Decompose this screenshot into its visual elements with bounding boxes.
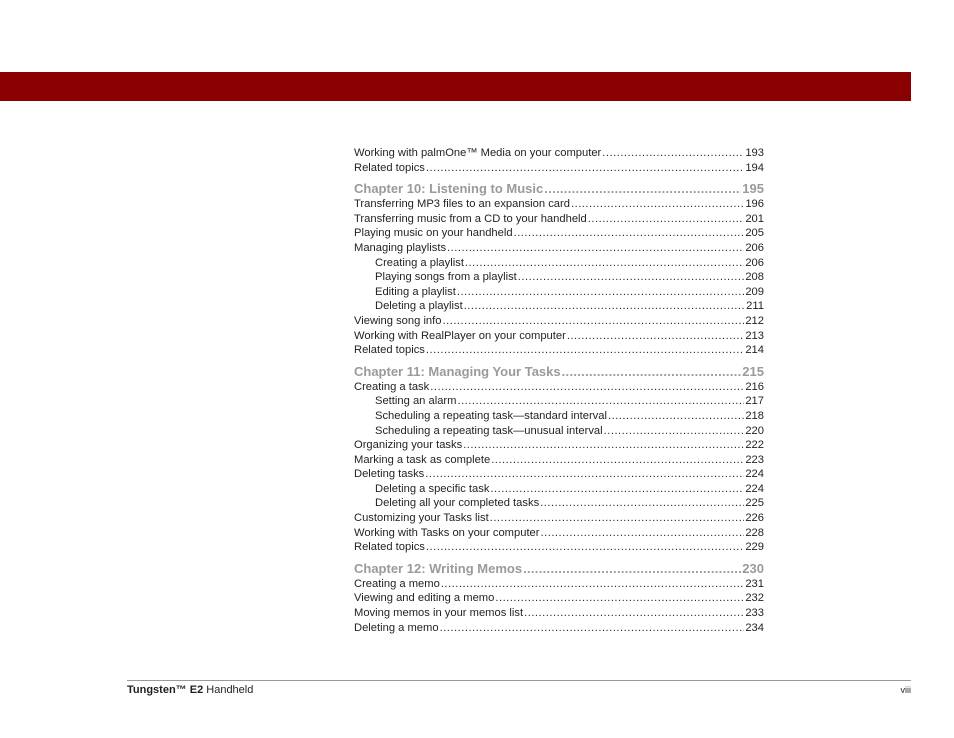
- toc-entry-link[interactable]: [354, 577, 764, 592]
- toc-leader-dots: [495, 591, 744, 606]
- toc-page-number: 194: [745, 161, 764, 174]
- toc-entry-link[interactable]: [354, 606, 764, 621]
- toc-subentry-link[interactable]: [354, 256, 764, 271]
- toc-title: Working with RealPlayer on your computer: [354, 329, 566, 342]
- toc-leader-dots: [518, 270, 745, 285]
- toc-title: Transferring MP3 files to an expansion card: [354, 198, 570, 211]
- toc-leader-dots: [491, 453, 744, 468]
- toc-leader-dots: [440, 621, 745, 636]
- toc-page-number: 206: [745, 241, 764, 254]
- toc-page-number: 213: [745, 329, 764, 342]
- toc-entry-link[interactable]: [354, 314, 764, 329]
- toc-title: Chapter 11: Managing Your Tasks: [354, 363, 561, 379]
- toc-leader-dots: [523, 560, 741, 577]
- toc-title: Chapter 10: Listening to Music: [354, 181, 544, 197]
- toc-entry-link[interactable]: [354, 526, 764, 541]
- toc-entry-link[interactable]: [354, 212, 764, 227]
- toc-subentry-link[interactable]: [354, 270, 764, 285]
- toc-title: Deleting all your completed tasks: [375, 497, 540, 510]
- toc-leader-dots: [544, 180, 741, 197]
- toc-page-number: 196: [745, 198, 764, 211]
- toc-entry-link[interactable]: [354, 343, 764, 358]
- toc-leader-dots: [465, 256, 744, 271]
- toc-leader-dots: [602, 146, 744, 161]
- toc-leader-dots: [514, 226, 745, 241]
- toc-entry-link[interactable]: [354, 511, 764, 526]
- toc-entry-link[interactable]: [354, 621, 764, 636]
- toc-page-number: 195: [742, 181, 764, 197]
- toc-leader-dots: [540, 496, 744, 511]
- toc-page-number: 216: [745, 380, 764, 393]
- toc-title: Creating a playlist: [375, 256, 464, 269]
- footer-product-suffix: Handheld: [203, 684, 254, 696]
- toc-leader-dots: [457, 285, 744, 300]
- toc-title: Scheduling a repeating task—standard interval: [375, 409, 607, 422]
- toc-title: Chapter 12: Writing Memos: [354, 560, 523, 576]
- toc-title: Related topics: [354, 344, 425, 357]
- footer-page-number: viii: [900, 685, 911, 695]
- toc-leader-dots: [457, 394, 744, 409]
- toc-page-number: 211: [746, 300, 764, 313]
- toc-title: Related topics: [354, 161, 425, 174]
- toc-leader-dots: [588, 212, 745, 227]
- toc-leader-dots: [571, 197, 744, 212]
- toc-title: Playing songs from a playlist: [375, 271, 517, 284]
- toc-page-number: 215: [742, 363, 764, 379]
- toc-chapter-link[interactable]: [354, 180, 764, 197]
- toc-title: Managing playlists: [354, 241, 447, 254]
- toc-title: Setting an alarm: [375, 395, 457, 408]
- toc-title: Transferring music from a CD to your handheld: [354, 212, 587, 225]
- toc-title: Deleting a memo: [354, 621, 439, 634]
- header-bar: [0, 72, 911, 101]
- toc-entry-link[interactable]: [354, 146, 764, 161]
- toc-leader-dots: [441, 577, 745, 592]
- toc-title: Marking a task as complete: [354, 453, 491, 466]
- toc-page-number: 209: [745, 285, 764, 298]
- toc-page-number: 218: [745, 409, 764, 422]
- toc-entry-link[interactable]: [354, 241, 764, 256]
- toc-title: Deleting a playlist: [375, 300, 463, 313]
- toc-leader-dots: [490, 482, 744, 497]
- toc-entry-link[interactable]: [354, 591, 764, 606]
- toc-leader-dots: [541, 526, 745, 541]
- toc-page-number: 229: [745, 541, 764, 554]
- toc-page-number: 224: [745, 468, 764, 481]
- toc-page-number: 226: [745, 512, 764, 525]
- toc-leader-dots: [425, 467, 744, 482]
- toc-entry-link[interactable]: [354, 161, 764, 176]
- toc-page-number: 212: [745, 314, 764, 327]
- toc-leader-dots: [426, 343, 744, 358]
- toc-page-number: 214: [745, 344, 764, 357]
- footer-product-name: [127, 684, 253, 696]
- toc-leader-dots: [562, 363, 742, 380]
- toc-page-number: 193: [745, 147, 764, 159]
- toc-page-number: 208: [745, 271, 764, 284]
- toc-title: Viewing song info: [354, 314, 442, 327]
- toc-title: Moving memos in your memos list: [354, 607, 524, 620]
- toc-title: Customizing your Tasks list: [354, 512, 489, 525]
- toc-page-number: 205: [745, 227, 764, 240]
- toc-subentry-link[interactable]: [354, 299, 764, 314]
- toc-title: Organizing your tasks: [354, 439, 463, 452]
- toc-leader-dots: [430, 380, 744, 395]
- toc-page-number: 230: [742, 560, 764, 576]
- toc-page-number: 222: [745, 439, 764, 452]
- footer-product: Tungsten™ E2: [127, 684, 204, 696]
- toc-subentry-link[interactable]: [354, 409, 764, 424]
- table-of-contents: [354, 146, 764, 635]
- toc-page-number: 231: [745, 577, 764, 590]
- toc-page-number: 201: [745, 212, 764, 225]
- toc-leader-dots: [443, 314, 745, 329]
- toc-subentry-link[interactable]: [354, 496, 764, 511]
- toc-page-number: 217: [745, 395, 764, 408]
- toc-title: Related topics: [354, 541, 425, 554]
- toc-entry-link[interactable]: [354, 197, 764, 212]
- toc-leader-dots: [490, 511, 745, 526]
- toc-title: Playing music on your handheld: [354, 227, 513, 240]
- toc-page-number: 224: [745, 482, 764, 495]
- toc-title: Viewing and editing a memo: [354, 592, 495, 605]
- toc-leader-dots: [464, 299, 745, 314]
- toc-leader-dots: [447, 241, 744, 256]
- toc-title: Scheduling a repeating task—unusual interval: [375, 424, 603, 437]
- toc-leader-dots: [463, 438, 744, 453]
- toc-leader-dots: [567, 329, 745, 344]
- toc-leader-dots: [426, 540, 744, 555]
- toc-leader-dots: [524, 606, 744, 621]
- toc-page-number: 206: [745, 256, 764, 269]
- toc-subentry-link[interactable]: [354, 424, 764, 439]
- toc-entry-link[interactable]: [354, 467, 764, 482]
- toc-entry-link[interactable]: [354, 329, 764, 344]
- toc-leader-dots: [426, 161, 744, 176]
- toc-chapter-link[interactable]: [354, 560, 764, 577]
- toc-leader-dots: [604, 424, 745, 439]
- toc-title: Deleting tasks: [354, 468, 425, 481]
- toc-title: Creating a task: [354, 380, 430, 393]
- toc-entry-link[interactable]: [354, 453, 764, 468]
- toc-page-number: 232: [745, 592, 764, 605]
- toc-entry-link[interactable]: [354, 226, 764, 241]
- toc-subentry-link[interactable]: [354, 285, 764, 300]
- toc-subentry-link[interactable]: [354, 394, 764, 409]
- toc-page-number: 225: [745, 497, 764, 510]
- toc-page-number: 223: [745, 453, 764, 466]
- footer-divider: [127, 680, 911, 681]
- toc-page-number: 233: [745, 607, 764, 620]
- toc-entry-link[interactable]: [354, 540, 764, 555]
- toc-title: Creating a memo: [354, 577, 440, 590]
- toc-title: Editing a playlist: [375, 285, 456, 298]
- toc-title: Working with Tasks on your computer: [354, 526, 540, 539]
- toc-title: Deleting a specific task: [375, 482, 490, 495]
- toc-page-number: 228: [745, 526, 764, 539]
- toc-page-number: 234: [745, 621, 764, 634]
- toc-page-number: 220: [745, 424, 764, 437]
- toc-title: Working with palmOne™ Media on your computer: [354, 147, 602, 159]
- toc-leader-dots: [608, 409, 744, 424]
- toc-entry-link[interactable]: [354, 438, 764, 453]
- toc-subentry-link[interactable]: [354, 482, 764, 497]
- toc-entry-link[interactable]: [354, 380, 764, 395]
- toc-chapter-link[interactable]: [354, 363, 764, 380]
